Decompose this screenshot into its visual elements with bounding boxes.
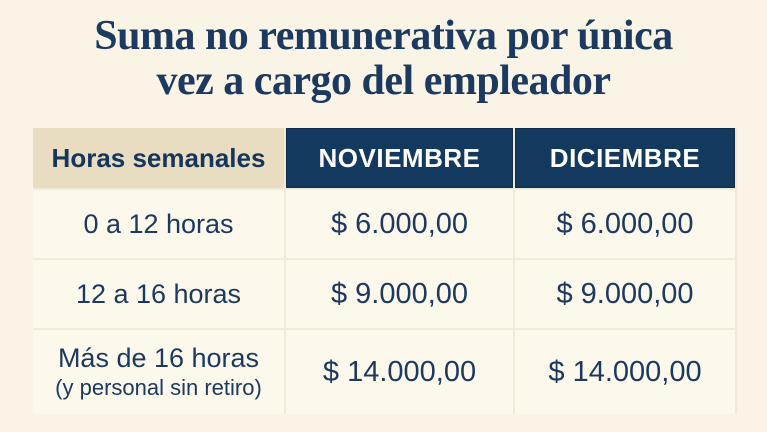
table-row-1-noviembre-cell — [286, 260, 513, 328]
column-header-noviembre — [286, 128, 513, 188]
amount-value: $ 14.000,00 — [548, 355, 702, 388]
page-title — [0, 14, 767, 104]
hours-range-label: Más de 16 horas — [57, 343, 260, 373]
table-row-0-label-cell — [33, 190, 284, 258]
amount-value: $ 9.000,00 — [330, 277, 469, 310]
column-header-diciembre — [515, 128, 735, 188]
column-header-label: Horas semanales — [51, 142, 266, 173]
column-header-horas-semanales — [33, 128, 284, 188]
page-title-line1: Suma no remunerativa por única — [94, 13, 673, 59]
rates-table — [33, 128, 737, 414]
table-row-2-noviembre-cell — [286, 330, 513, 414]
table-row-2-diciembre-cell — [515, 330, 735, 414]
hours-range-sublabel: (y personal sin retiro) — [55, 375, 262, 400]
hours-range-label: 12 a 16 horas — [75, 278, 242, 309]
amount-value: $ 6.000,00 — [556, 207, 694, 240]
amount-value: $ 14.000,00 — [322, 355, 477, 388]
hours-range-label: 0 a 12 horas — [83, 208, 234, 239]
column-header-label: NOVIEMBRE — [318, 142, 481, 173]
page-title-line2: vez a cargo del empleador — [156, 57, 611, 104]
table-row-1-label-cell — [33, 260, 284, 328]
column-header-label: DICIEMBRE — [549, 142, 701, 173]
amount-value: $ 6.000,00 — [330, 207, 469, 240]
amount-value: $ 9.000,00 — [556, 277, 694, 310]
table-row-0-noviembre-cell — [286, 190, 513, 258]
table-row-0-diciembre-cell — [515, 190, 735, 258]
table-row-2-label-cell — [33, 330, 284, 414]
table-row-1-diciembre-cell — [515, 260, 735, 328]
